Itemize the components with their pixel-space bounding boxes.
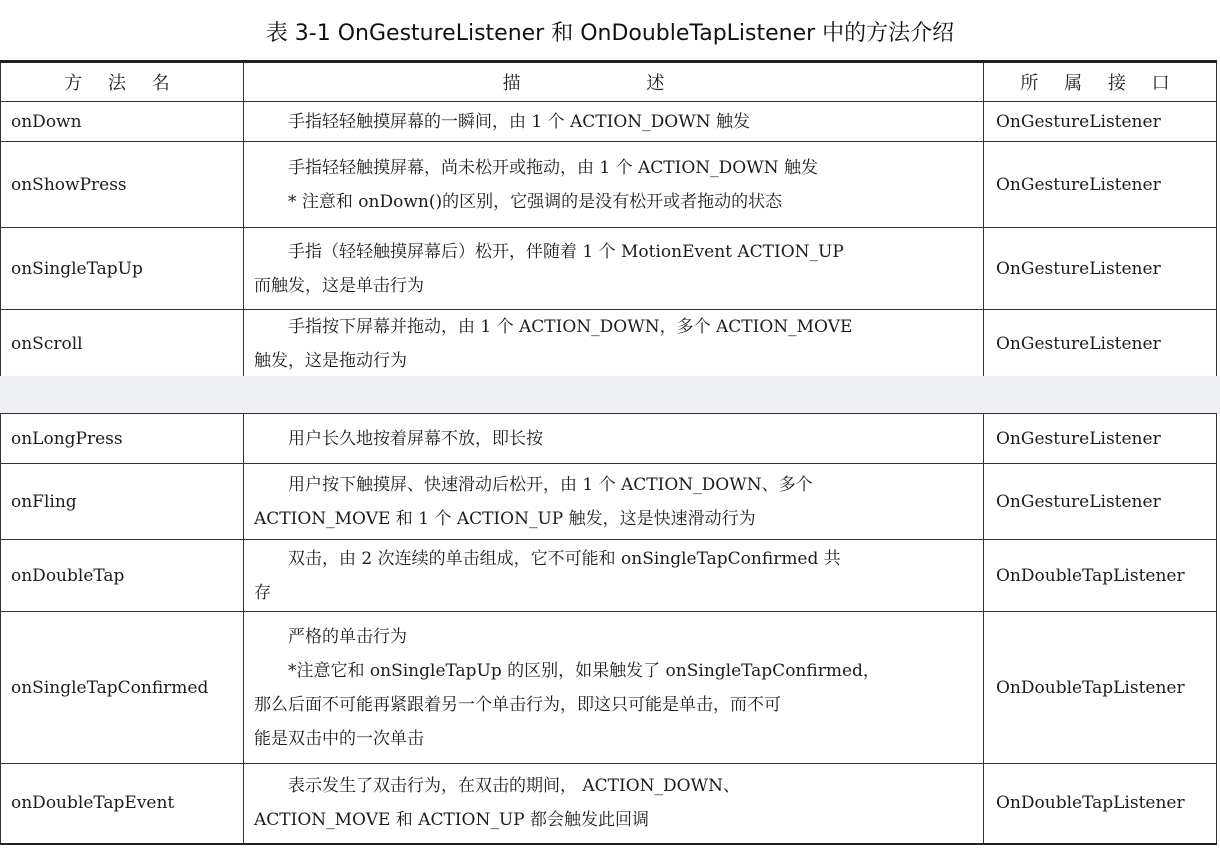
table-row — [1, 540, 1217, 612]
description-cell — [244, 228, 984, 310]
description-line: 那么后面不可能再紧跟着另一个单击行为，即这只可能是单击，而不可 — [254, 694, 781, 715]
table-row — [1, 228, 1217, 310]
table-row — [1, 414, 1217, 464]
description-line: 严格的单击行为 — [288, 626, 407, 647]
methods-table-part-2 — [0, 413, 1217, 845]
method-cell: onDoubleTapEvent — [1, 764, 244, 844]
description-line: * 注意和 onDown()的区别，它强调的是没有松开或者拖动的状态 — [288, 191, 783, 212]
table-row — [1, 310, 1217, 379]
interface-cell: OnGestureListener — [984, 414, 1217, 464]
interface-cell: OnGestureListener — [984, 142, 1217, 228]
method-cell: onScroll — [1, 310, 244, 379]
description-line: 手指（轻轻触摸屏幕后）松开，伴随着 1 个 MotionEvent ACTION_UP — [288, 241, 844, 262]
table-row — [1, 464, 1217, 540]
method-cell: onSingleTapConfirmed — [1, 612, 244, 764]
table-row — [1, 142, 1217, 228]
description-cell — [244, 414, 984, 464]
table-row — [1, 612, 1217, 764]
description-line: 触发，这是拖动行为 — [254, 351, 407, 371]
description-cell — [244, 764, 984, 844]
method-cell: onShowPress — [1, 142, 244, 228]
table-row — [1, 764, 1217, 844]
header-method-name: 方 法 名 — [1, 62, 244, 102]
page-gap — [0, 376, 1220, 414]
method-cell: onDown — [1, 102, 244, 142]
description-line: 双击，由 2 次连续的单击组成，它不可能和 onSingleTapConfirmed 共 — [288, 548, 841, 569]
description-line: ACTION_MOVE 和 ACTION_UP 都会触发此回调 — [254, 810, 650, 831]
table-row — [1, 102, 1217, 142]
description-cell — [244, 612, 984, 764]
description-line: 存 — [254, 582, 271, 603]
method-cell: onLongPress — [1, 414, 244, 464]
method-cell: onFling — [1, 464, 244, 540]
interface-cell: OnGestureListener — [984, 228, 1217, 310]
description-line: 用户长久地按着屏幕不放，即长按 — [288, 428, 543, 449]
description-cell — [244, 310, 984, 379]
description-line: 能是双击中的一次单击 — [254, 728, 424, 749]
description-line: 手指轻轻触摸屏幕，尚未松开或拖动，由 1 个 ACTION_DOWN 触发 — [288, 157, 818, 178]
interface-cell: OnDoubleTapListener — [984, 764, 1217, 844]
description-cell — [244, 142, 984, 228]
description-cell — [244, 102, 984, 142]
header-description: 描 述 — [244, 62, 984, 102]
description-line: ACTION_MOVE 和 1 个 ACTION_UP 触发，这是快速滑动行为 — [254, 508, 756, 529]
interface-cell: OnDoubleTapListener — [984, 612, 1217, 764]
interface-cell: OnGestureListener — [984, 102, 1217, 142]
interface-cell: OnGestureListener — [984, 464, 1217, 540]
header-interface: 所 属 接 口 — [984, 62, 1217, 102]
description-line: *注意它和 onSingleTapUp 的区别，如果触发了 onSingleTapConfirmed， — [288, 660, 880, 681]
description-line: 表示发生了双击行为，在双击的期间， ACTION_DOWN、 — [288, 776, 740, 797]
methods-table-part-1 — [0, 60, 1217, 378]
method-cell: onSingleTapUp — [1, 228, 244, 310]
description-line: 用户按下触摸屏、快速滑动后松开，由 1 个 ACTION_DOWN、多个 — [288, 474, 813, 495]
description-line: 手指轻轻触摸屏幕的一瞬间，由 1 个 ACTION_DOWN 触发 — [288, 111, 750, 132]
interface-cell: OnGestureListener — [984, 310, 1217, 379]
interface-cell: OnDoubleTapListener — [984, 540, 1217, 612]
description-line: 手指按下屏幕并拖动，由 1 个 ACTION_DOWN，多个 ACTION_MOVE — [288, 317, 853, 337]
method-cell: onDoubleTap — [1, 540, 244, 612]
table-caption: 表 3-1 OnGestureListener 和 OnDoubleTapListener 中的方法介绍 — [265, 21, 955, 46]
description-cell — [244, 464, 984, 540]
header-row — [1, 62, 1217, 102]
description-line: 而触发，这是单击行为 — [254, 275, 424, 296]
description-cell — [244, 540, 984, 612]
